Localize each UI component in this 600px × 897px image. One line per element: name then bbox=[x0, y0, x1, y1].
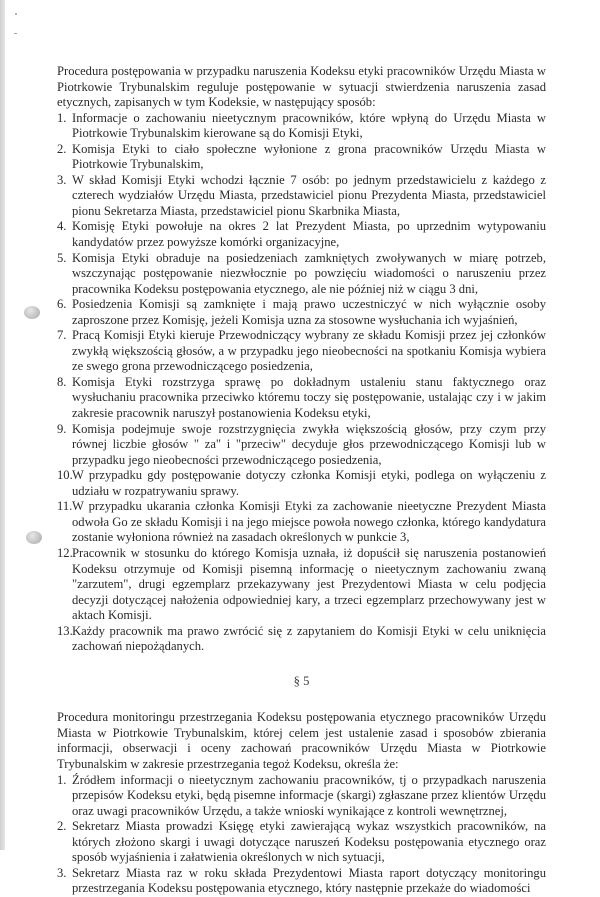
punch-hole-top bbox=[24, 306, 40, 319]
list-item: 9. Komisja podejmuje swoje rozstrzygnięcia zwykła większością głosów, przy czym przy równej liczbie głosów " za" i "przeciw" decyduje głos przewodniczącego Komisji lub w przypadku jego nieobecności przewodniczącego posiedzenia, bbox=[57, 421, 546, 467]
section-heading: § 5 bbox=[293, 673, 310, 688]
list-item: 3. Sekretarz Miasta raz w roku składa Prezydentowi Miasta raport dotyczący monitoringu przestrzegania Kodeksu postępowania etycznego, który następnie przekaże do wiadomości bbox=[57, 865, 546, 896]
list-item: 4. Komisję Etyki powołuje na okres 2 lat Prezydent Miasta, po uprzednim wytypowaniu kandydatów przez powyższe komórki organizacyjne, bbox=[57, 219, 546, 250]
list-item: 13. Każdy pracownik ma prawo zwrócić się z zapytaniem do Komisji Etyki w celu uniknięcia zachowań niepożądanych. bbox=[57, 623, 546, 654]
list-item: 6. Posiedzenia Komisji są zamknięte i mają prawo uczestniczyć w nich wyłącznie osoby zaproszone przez Komisję, jeżeli Komisja uzna za stosowne wysłuchania ich wyjaśnień, bbox=[57, 297, 546, 327]
scan-page-edge bbox=[0, 0, 5, 850]
procedure-list bbox=[57, 111, 546, 655]
list-item: 8. Komisja Etyki rozstrzyga sprawę po dokładnym ustaleniu stanu faktycznego oraz wysłuchaniu pracownika przeciwko któremu toczy się postępowanie, ustalając czy i w jakim zakresie pracownik naruszył postanowienia Kodeksu etyki, bbox=[57, 374, 546, 421]
scan-speck bbox=[15, 13, 17, 15]
list-item: 2. Sekretarz Miasta prowadzi Księgę etyki zawierającą wykaz wszystkich pracowników, na których złożono skargi i uwagi dotyczące naruszeń Kodeksu postępowania etycznego oraz sposób wyjaśnienia i załatwienia określonych w nich sytuacji, bbox=[57, 819, 546, 865]
list-item: 12. Pracownik w stosunku do którego Komisja uznała, iż dopuścił się naruszenia postanowień Kodeksu otrzymuje od Komisji pisemną informację o nieetycznym zachowaniu zwaną "zarzutem", drugi egzemplarz przekazywany jest Prezydentowi Miasta w celu podjęcia decyzji dotyczącej nałożenia odpowiedniej kary, a trzeci egzemplarz przechowywany jest w aktach Komisji. bbox=[57, 545, 546, 623]
section-intro-paragraph: Procedura monitoringu przestrzegania Kodeksu postępowania etycznego pracowników Urzędu Miasta w Piotrkowie Trybunalskim, której celem jest ustalenie zasad i sposobów zbierania informacji, obserwacji i oceny zachowań pracowników Urzędu Miasta w Piotrkowie Trybunalskim w zakresie przestrzegania tegoż Kodeksu, określa że: bbox=[57, 710, 546, 771]
intro-paragraph: Procedura postępowania w przypadku naruszenia Kodeksu etyki pracowników Urzędu Miasta w Piotrkowie Trybunalskim reguluje postępowanie w sytuacji stwierdzenia naruszenia zasad etycznych, zapisanych w tym Kodeksie, w następujący sposób: bbox=[57, 64, 546, 110]
list-item: 3. W skład Komisji Etyki wchodzi łącznie 7 osób: po jednym przedstawicielu z każdego z czterech wydziałów Urzędu Miasta, przedstawiciel pionu Prezydenta Miasta, przedstawiciel pionu Sekretarza Miasta, przedstawiciel pionu Skarbnika Miasta, bbox=[57, 172, 546, 218]
punch-hole-bottom bbox=[26, 531, 42, 544]
list-item: 2. Komisja Etyki to ciało społeczne wyłonione z grona pracowników Urzędu Miasta w Piotrkowie Trybunalskim, bbox=[57, 141, 546, 172]
list-item: 1. Informacje o zachowaniu nieetycznym pracowników, które wpłyną do Urzędu Miasta w Piotrkowie Trybunalskim kierowane są do Komisji Etyki, bbox=[57, 110, 546, 141]
list-item: 1. Źródłem informacji o nieetycznym zachowaniu pracowników, tj o przypadkach naruszenia przepisów Kodeksu etyki, będą pisemne informacje (skargi) zgłaszane przez klientów Urzędu oraz uwagi pracowników Urzędu, a także wnioski wynikające z kontroli wewnętrznej, bbox=[57, 772, 546, 818]
list-item: 10. W przypadku gdy postępowanie dotyczy członka Komisji etyki, podlega on wyłączeniu z udziału w rozpatrywaniu sprawy. bbox=[57, 468, 546, 498]
list-item: 5. Komisja Etyki obraduje na posiedzeniach zamkniętych zwoływanych w miarę potrzeb, wszczynając postępowanie niezwłocznie po powzięciu wiadomości o naruszeniu przez pracownika Kodeksu postępowania etycznego, ale nie później niż w ciągu 3 dni, bbox=[57, 250, 546, 296]
scan-speck bbox=[14, 33, 17, 34]
list-item: 7. Pracą Komisji Etyki kieruje Przewodniczący wybrany ze składu Komisji przez jej członków zwykłą większością głosów, a w przypadku jego nieobecności na spotkaniu Komisja wybiera ze swego grona przewodniczącego posiedzenia, bbox=[57, 328, 546, 374]
monitoring-list bbox=[57, 773, 546, 897]
document-page bbox=[57, 64, 546, 897]
list-item: 11. W przypadku ukarania członka Komisji Etyki za zachowanie nieetyczne Prezydent Miasta odwoła Go ze składu Komisji i na jego miejsce powoła nowego członka, którego kandydatura zostanie wyłoniona również na zasadach określonych w punkcie 3, bbox=[57, 499, 546, 545]
